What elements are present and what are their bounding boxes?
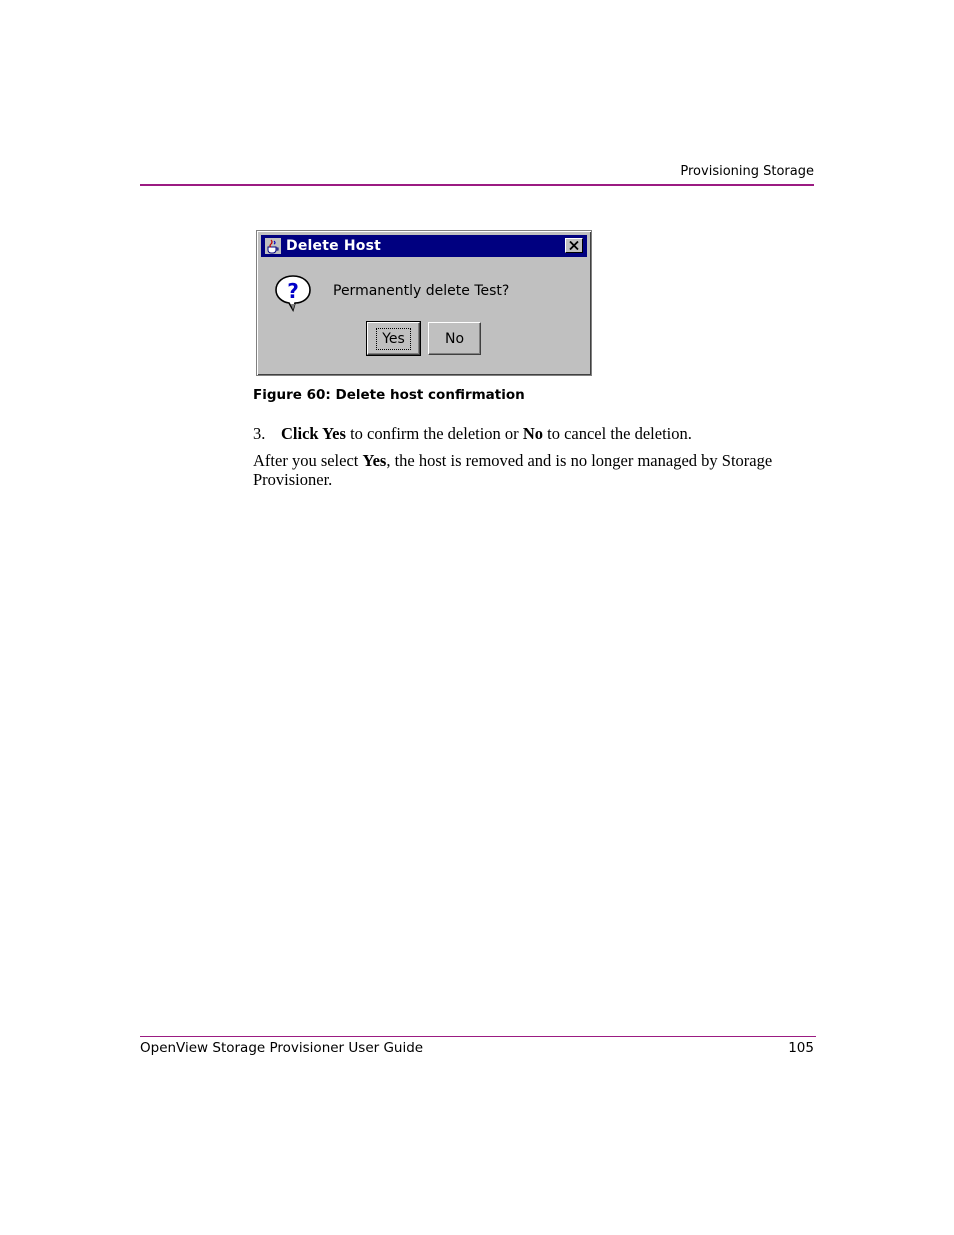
step-number: 3. bbox=[253, 424, 266, 443]
question-bubble-icon bbox=[273, 273, 313, 313]
step-no-word: No bbox=[522, 424, 543, 443]
close-button[interactable] bbox=[565, 238, 583, 253]
result-paragraph bbox=[253, 451, 813, 489]
java-cup-icon bbox=[264, 237, 282, 255]
figure-caption: Figure 60: Delete host confirmation bbox=[253, 387, 525, 403]
para-before: After you select bbox=[253, 451, 363, 470]
delete-host-dialog bbox=[256, 230, 592, 376]
para-yes-word: Yes bbox=[362, 451, 387, 470]
footer-doc-title: OpenView Storage Provisioner User Guide bbox=[140, 1040, 424, 1056]
step-tail: to cancel the deletion. bbox=[542, 424, 692, 443]
no-button[interactable]: No bbox=[428, 322, 481, 355]
step-3 bbox=[253, 424, 692, 444]
yes-button-label: Yes bbox=[376, 328, 411, 350]
step-lead: Click Yes bbox=[281, 424, 346, 443]
yes-button[interactable] bbox=[367, 322, 420, 355]
footer-rule bbox=[140, 1036, 816, 1037]
para-after: , the host is removed and is no longer managed by Storage Provisioner. bbox=[253, 451, 773, 489]
header-rule bbox=[140, 184, 814, 186]
dialog-title: Delete Host bbox=[286, 238, 382, 254]
close-icon bbox=[569, 241, 579, 250]
dialog-titlebar[interactable] bbox=[261, 235, 587, 257]
running-header: Provisioning Storage bbox=[680, 164, 814, 179]
step-mid: to confirm the deletion or bbox=[345, 424, 523, 443]
svg-text:?: ? bbox=[287, 279, 299, 303]
page-number: 105 bbox=[788, 1040, 814, 1056]
dialog-message: Permanently delete Test? bbox=[333, 283, 510, 299]
